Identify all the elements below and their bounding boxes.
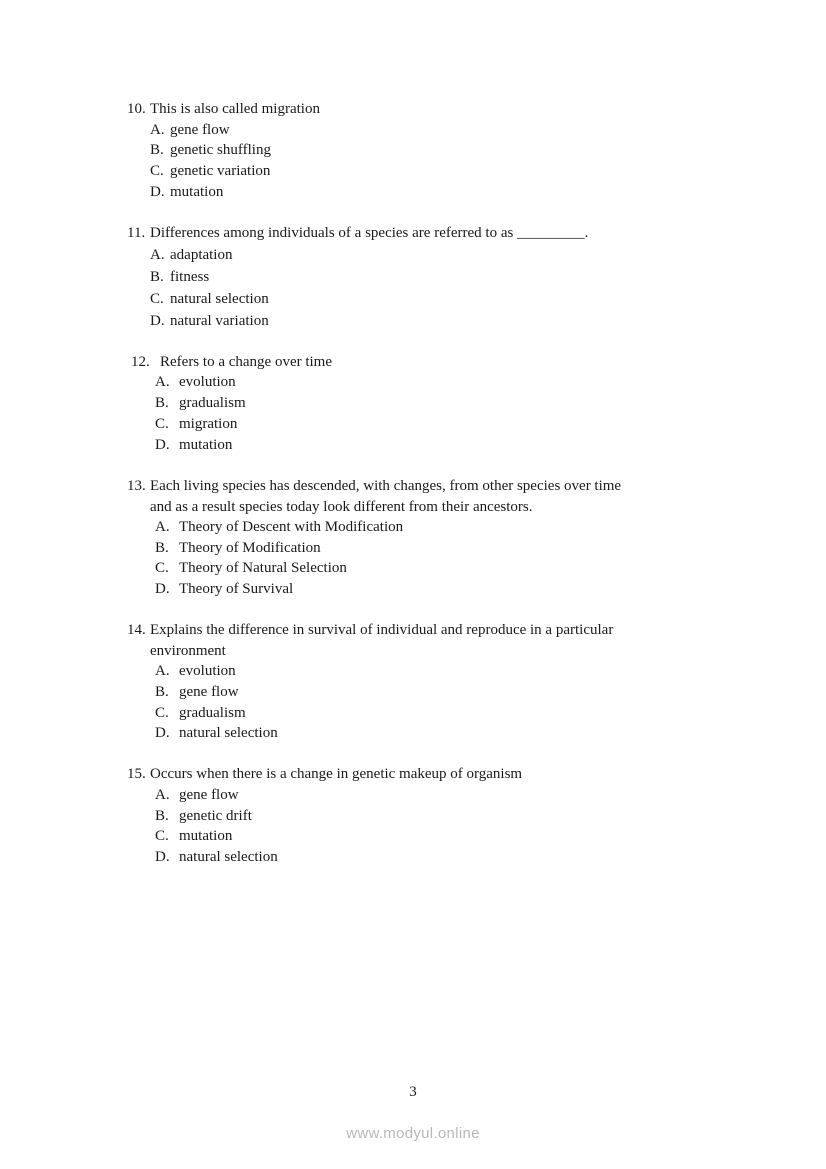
option-text: Theory of Survival (179, 581, 294, 597)
question-text: environment (150, 643, 226, 659)
option-text: evolution (179, 374, 236, 390)
watermark: www.modyul.online (346, 1125, 480, 1142)
question-number: 13. (127, 478, 146, 494)
option-letter: A. (150, 122, 165, 138)
question-number: 11. (127, 225, 146, 241)
question-number: 10. (127, 101, 146, 117)
question-text: Refers to a change over time (160, 354, 333, 370)
option-text: natural selection (179, 725, 278, 741)
option-letter: B. (150, 269, 164, 285)
option-text: mutation (179, 437, 233, 453)
option-letter: A. (155, 519, 170, 535)
option-letter: C. (155, 705, 169, 721)
option-letter: A. (155, 374, 170, 390)
question-text: and as a result species today look different from their ancestors. (150, 499, 533, 515)
option-text: mutation (170, 184, 224, 200)
page-number: 3 (409, 1084, 417, 1100)
option-letter: C. (150, 163, 164, 179)
option-text: migration (179, 416, 238, 432)
option-letter: D. (150, 184, 165, 200)
option-letter: D. (155, 725, 170, 741)
question-text: Explains the difference in survival of individual and reproduce in a particular (150, 622, 614, 638)
option-letter: D. (155, 581, 170, 597)
question-number: 12. (131, 354, 150, 370)
option-text: adaptation (170, 247, 233, 263)
option-letter: D. (155, 437, 170, 453)
question-text: Each living species has descended, with changes, from other species over time (150, 478, 622, 494)
option-letter: D. (155, 849, 170, 865)
question-text: This is also called migration (150, 101, 320, 117)
option-text: natural selection (170, 291, 269, 307)
option-letter: B. (155, 684, 169, 700)
option-letter: A. (155, 663, 170, 679)
option-letter: C. (155, 416, 169, 432)
option-text: Theory of Descent with Modification (179, 519, 404, 535)
option-letter: C. (155, 828, 169, 844)
question-number: 14. (127, 622, 146, 638)
option-letter: C. (150, 291, 164, 307)
option-text: genetic variation (170, 163, 271, 179)
option-text: gradualism (179, 705, 246, 721)
option-letter: C. (155, 560, 169, 576)
option-text: gradualism (179, 395, 246, 411)
option-text: gene flow (170, 122, 230, 138)
option-letter: A. (155, 787, 170, 803)
option-text: natural selection (179, 849, 278, 865)
option-text: mutation (179, 828, 233, 844)
question-number: 15. (127, 766, 146, 782)
question-text: Differences among individuals of a species are referred to as _________. (150, 225, 589, 241)
option-letter: B. (150, 142, 164, 158)
option-letter: A. (150, 247, 165, 263)
question-text: Occurs when there is a change in genetic makeup of organism (150, 766, 523, 782)
option-text: natural variation (170, 313, 269, 329)
option-text: Theory of Modification (179, 540, 321, 556)
option-text: evolution (179, 663, 236, 679)
option-text: genetic shuffling (170, 142, 271, 158)
option-letter: B. (155, 540, 169, 556)
option-letter: B. (155, 395, 169, 411)
option-text: gene flow (179, 787, 239, 803)
option-text: genetic drift (179, 808, 252, 824)
option-text: fitness (170, 269, 210, 285)
option-letter: D. (150, 313, 165, 329)
option-letter: B. (155, 808, 169, 824)
option-text: gene flow (179, 684, 239, 700)
option-text: Theory of Natural Selection (179, 560, 347, 576)
